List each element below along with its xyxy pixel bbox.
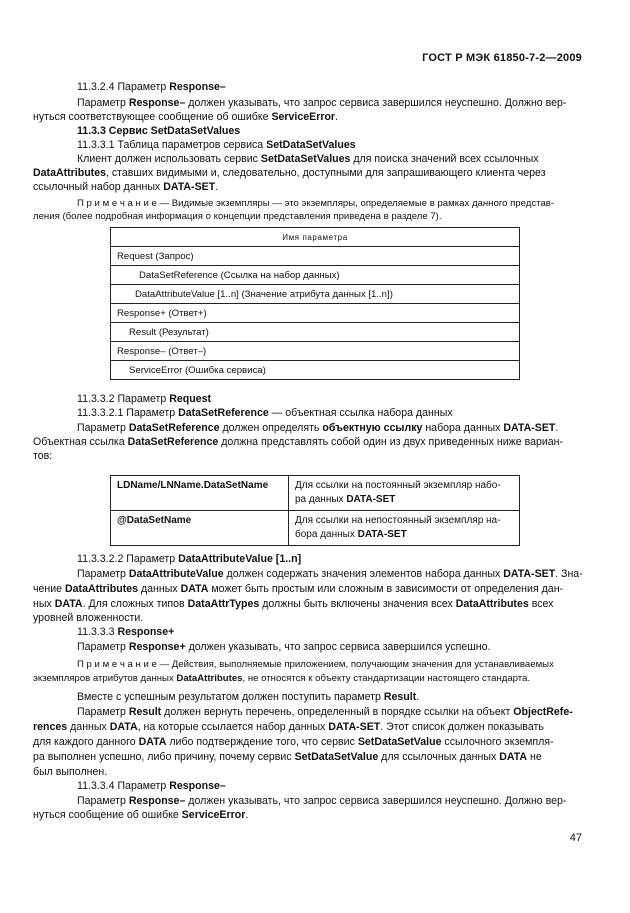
- text: DATA-SET: [346, 494, 396, 505]
- paragraph-line: [77, 705, 583, 719]
- text: , ставших видимыми и, следовательно, доступными для запрашивающего клиента через: [106, 167, 546, 179]
- table-row: [111, 511, 520, 546]
- paragraph-line: [33, 750, 583, 764]
- text: должен указывать, что запрос сервиса завершился неуспешно. Должно вер-: [185, 795, 567, 807]
- text: DATA: [499, 751, 528, 763]
- paragraph-line: [77, 794, 583, 808]
- text: DATA-SET: [163, 181, 216, 193]
- table-cell: DataAttributeValue [1..n] (Значение атрибута данных [1..n]): [111, 285, 520, 304]
- text: Вместе с успешным результатом должен поступить параметр: [77, 691, 384, 703]
- text: должен указывать, что запрос сервиса завершился неуспешно. Должно вер-: [185, 97, 567, 109]
- text: . Зна-: [555, 568, 583, 580]
- table-row: [111, 342, 520, 361]
- text: 11.3.3.4 Параметр: [77, 780, 170, 792]
- text: DataAttributes: [33, 167, 106, 179]
- text: может быть простым или сложным в зависимости от определения дан-: [208, 583, 564, 595]
- reference-format-table: [110, 475, 520, 546]
- paragraph-line: [77, 421, 583, 435]
- text: ссылочный набор данных: [33, 181, 164, 193]
- text: Request: [169, 393, 212, 405]
- text: уровней вложенности.: [33, 612, 144, 624]
- table-cell: [289, 511, 520, 546]
- text: тов:: [33, 450, 53, 462]
- paragraph-line: [77, 690, 583, 704]
- text: 11.3.3.2 Параметр: [77, 393, 170, 405]
- text: — объектная ссылка набора данных: [268, 407, 453, 419]
- text: SetDataSetValues: [260, 153, 351, 165]
- text: Response+: [117, 626, 175, 638]
- text: DataAttrTypes: [187, 598, 260, 610]
- text: DataSetReference: [128, 422, 220, 434]
- text: ссылочного экземпля-: [441, 736, 554, 748]
- text: должна представлять собой один из двух приведенных ниже вариан-: [218, 436, 564, 448]
- text: ServiceError: [181, 809, 246, 821]
- paragraph-line: [77, 552, 583, 566]
- text: Параметр: [77, 641, 129, 653]
- text: ObjectRefe-: [513, 706, 573, 718]
- paragraph-line: [33, 180, 583, 194]
- text: . Этот список должен показывать: [380, 721, 544, 733]
- text: DataAttributes: [176, 673, 243, 684]
- text: Параметр: [77, 706, 129, 718]
- parameter-table: [110, 227, 520, 380]
- text: Параметр: [77, 568, 129, 580]
- table-row: [111, 304, 520, 323]
- text: для ссылочных данных: [378, 751, 500, 763]
- table-row: [111, 285, 520, 304]
- text: всех: [528, 598, 554, 610]
- text: SetDataSetValues: [266, 139, 356, 151]
- text: DataSetReference: [178, 407, 269, 419]
- text: Параметр: [77, 422, 129, 434]
- text: DATA: [138, 736, 167, 748]
- text: Result: [383, 691, 417, 703]
- paragraph-line: [77, 779, 583, 793]
- text: DATA-SET: [328, 721, 381, 733]
- text: — Видимые экземпляры — это экземпляры, определяемые в рамках данного представ-: [156, 198, 555, 209]
- text: DataAttributeValue: [128, 568, 224, 580]
- text: должен вернуть перечень, определенный в порядке ссылки на объект: [161, 706, 514, 718]
- table-header: Имя параметра: [282, 232, 348, 242]
- text: .: [245, 809, 249, 821]
- text: 11.3.3.1 Таблица параметров сервиса: [77, 139, 267, 151]
- text: данных: [138, 583, 181, 595]
- paragraph-line: [33, 765, 583, 779]
- text: ления (более подробная информация о концепции представления приведена в разделе 7).: [33, 211, 442, 222]
- table-cell: LDName/LNName.DataSetName: [111, 476, 289, 511]
- text: 11.3.3.2.1 Параметр: [77, 407, 179, 419]
- text: нуться соответствующее сообщение об ошибке: [33, 111, 272, 123]
- note-label: П р и м е ч а н и е: [77, 659, 157, 670]
- paragraph-line: [77, 152, 583, 166]
- text: объектную ссылку: [322, 422, 423, 434]
- paragraph-line: [33, 166, 583, 180]
- text: должны быть включены значения всех: [259, 598, 456, 610]
- text: Клиент должен использовать сервис: [77, 153, 261, 165]
- note-line: [33, 672, 583, 686]
- paragraph-line: [33, 735, 583, 749]
- text: 11.3.2.4 Параметр: [77, 81, 170, 93]
- text: DATA: [109, 721, 138, 733]
- paragraph-line: [33, 720, 583, 734]
- text: Параметр: [77, 795, 129, 807]
- table-row: [111, 361, 520, 380]
- table-row: [111, 247, 520, 266]
- paragraph-line: [33, 449, 583, 463]
- paragraph-line: [77, 406, 583, 420]
- text: Result: [128, 706, 162, 718]
- text: DATA: [54, 598, 83, 610]
- paragraph-line: [33, 597, 583, 611]
- text: ра выполнен успешно, либо причину, почему сервис: [33, 751, 295, 763]
- paragraph-line: [33, 110, 583, 124]
- note-label: П р и м е ч а н и е: [77, 198, 157, 209]
- text: должен указывать, что запрос сервиса завершился успешно.: [185, 641, 491, 653]
- table-row: [111, 476, 520, 511]
- table-cell: Result (Результат): [111, 323, 520, 342]
- text: .: [416, 691, 420, 703]
- text: Response–: [169, 780, 226, 792]
- text: . Для сложных типов: [82, 598, 188, 610]
- paragraph-line: [77, 567, 583, 581]
- text: экземпляров атрибутов данных: [33, 673, 177, 684]
- table-cell: Response+ (Ответ+): [111, 304, 520, 323]
- text: .: [555, 422, 559, 434]
- table-cell: Response– (Ответ–): [111, 342, 520, 361]
- para-11-3-2-4-title: [77, 80, 583, 94]
- text: DATA-SET: [503, 422, 556, 434]
- text: Response+: [128, 641, 186, 653]
- text: ServiceError: [271, 111, 336, 123]
- note-line: [77, 658, 583, 672]
- text: данных: [67, 721, 110, 733]
- text: DATA: [180, 583, 209, 595]
- table-row: [111, 323, 520, 342]
- text: .: [335, 111, 338, 123]
- text: нуться сообщение об ошибке: [33, 809, 182, 821]
- section-heading: [77, 124, 583, 138]
- standard-header: ГОСТ Р МЭК 61850-7-2—2009: [422, 52, 582, 64]
- text: DATA-SET: [503, 568, 556, 580]
- paragraph-line: [77, 392, 583, 406]
- text: 11.3.3.2.2 Параметр: [77, 553, 179, 565]
- text: Response–: [128, 97, 186, 109]
- paragraph-line: [33, 435, 583, 449]
- paragraph-line: [33, 582, 583, 596]
- text: Для ссылки на постоянный экземпляр набо-: [295, 480, 501, 491]
- text: — Действия, выполняемые приложением, получающим значения для устанавливаемых: [156, 659, 554, 670]
- text: DataAttributes: [65, 583, 139, 595]
- text: для каждого данного: [33, 736, 139, 748]
- paragraph-line: [33, 611, 583, 625]
- paragraph-line: [33, 808, 583, 822]
- text: не: [527, 751, 542, 763]
- table-row: [111, 266, 520, 285]
- text: rences: [33, 721, 68, 733]
- table-cell: [289, 476, 520, 511]
- text: DataAttributes: [455, 598, 529, 610]
- text: бора данных: [295, 529, 358, 540]
- text: 11.3.3.3: [77, 626, 118, 638]
- text: Response–: [128, 795, 186, 807]
- page-number: 47: [569, 832, 582, 844]
- note-line: [77, 197, 583, 211]
- text: 11.3.3 Сервис SetDataSetValues: [77, 125, 241, 137]
- text: DataAttributeValue [1..n]: [178, 553, 302, 565]
- text: либо подтверждение того, что сервис: [166, 736, 358, 748]
- text: набора данных: [422, 422, 504, 434]
- paragraph-line: [77, 138, 583, 152]
- text: DATA-SET: [357, 529, 407, 540]
- text: чение: [33, 583, 66, 595]
- table-cell: DataSetReference (Ссылка на набор данных): [111, 266, 520, 285]
- note-line: [33, 210, 583, 224]
- paragraph-line: [77, 625, 583, 639]
- text: .: [215, 181, 219, 193]
- paragraph-line: [77, 96, 583, 110]
- text: SetDataSetValue: [294, 751, 379, 763]
- text: Объектная ссылка: [33, 436, 128, 448]
- text: был выполнен.: [33, 766, 108, 778]
- text: , не относятся к объекту стандартизации настоящего стандарта.: [242, 673, 531, 684]
- text: Параметр: [77, 97, 129, 109]
- text: Для ссылки на непостоянный экземпляр на-: [295, 515, 501, 526]
- text: ных: [33, 598, 55, 610]
- table-cell: @DataSetName: [111, 511, 289, 546]
- text: Response–: [169, 81, 226, 93]
- table-cell: ServiceError (Ошибка сервиса): [111, 361, 520, 380]
- text: SetDataSetValue: [357, 736, 442, 748]
- table-row: [111, 228, 520, 247]
- text: должен определять: [219, 422, 323, 434]
- paragraph-line: [77, 640, 583, 654]
- text: , на которые ссылается набор данных: [137, 721, 329, 733]
- text: для поиска значений всех ссылочных: [350, 153, 539, 165]
- text: DataSetReference: [127, 436, 219, 448]
- text: должен содержать значения элементов набора данных: [223, 568, 504, 580]
- text: ра данных: [295, 494, 347, 505]
- table-cell: Request (Запрос): [111, 247, 520, 266]
